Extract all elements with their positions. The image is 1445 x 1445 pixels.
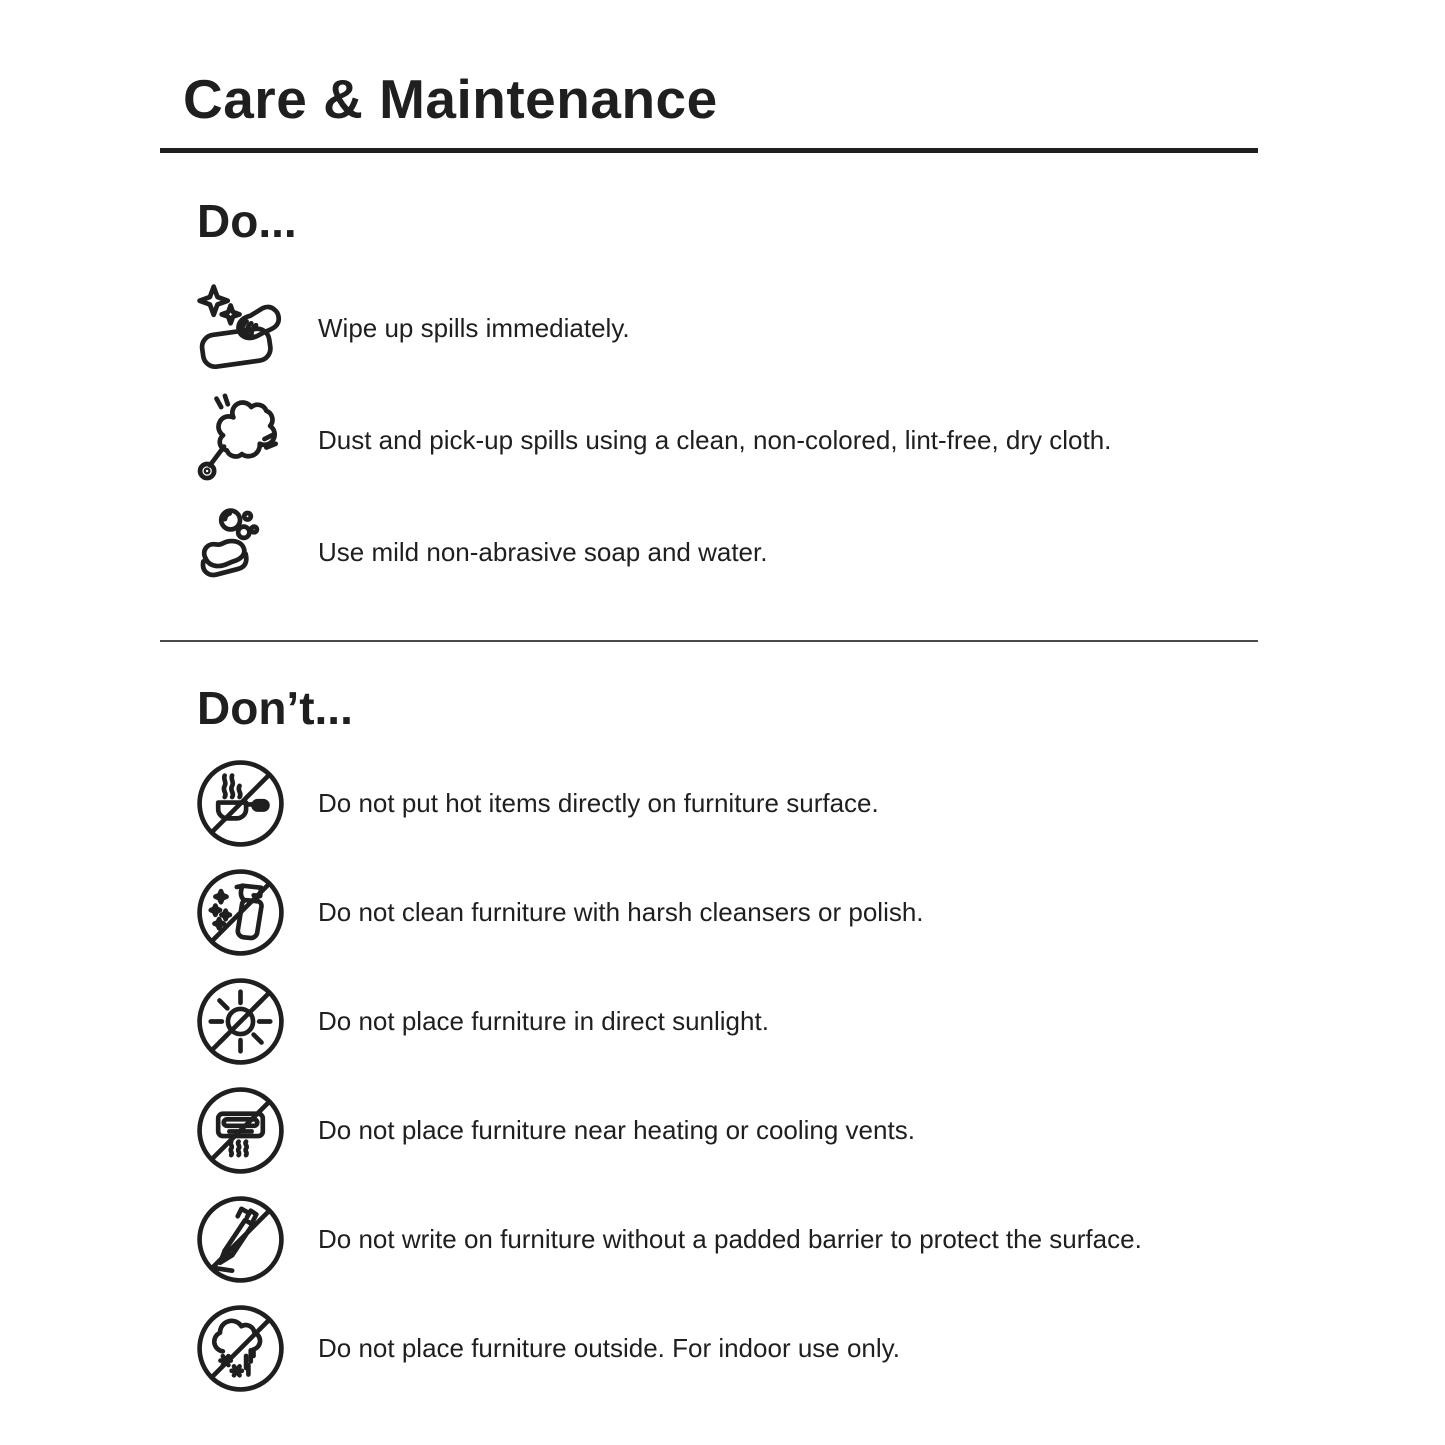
page-title: Care & Maintenance [183, 68, 718, 130]
no-writing-pen-icon [192, 1193, 288, 1286]
section-divider [160, 640, 1258, 642]
list-item [160, 749, 1258, 858]
title-divider [160, 148, 1258, 153]
list-item [160, 272, 1258, 384]
instruction-text: Use mild non-abrasive soap and water. [318, 536, 768, 567]
no-sunlight-icon [192, 975, 288, 1068]
instruction-text: Do not write on furniture without a padded barrier to protect the surface. [318, 1224, 1142, 1255]
wipe-sparkle-icon [192, 281, 288, 375]
no-spray-cleaner-icon [192, 866, 288, 959]
do-list [160, 272, 1258, 608]
feather-duster-icon [192, 393, 288, 487]
instruction-text: Do not clean furniture with harsh cleansers or polish. [318, 897, 924, 928]
dont-list [160, 749, 1258, 1403]
list-item [160, 496, 1258, 608]
list-item [160, 1294, 1258, 1403]
instruction-text: Do not place furniture in direct sunlight. [318, 1006, 769, 1037]
instruction-text: Do not place furniture near heating or cooling vents. [318, 1115, 915, 1146]
list-item [160, 858, 1258, 967]
do-section [160, 195, 1258, 608]
sponge-bubbles-icon [192, 505, 288, 599]
no-hot-pan-icon [192, 757, 288, 850]
list-item [160, 1076, 1258, 1185]
dont-section [160, 682, 1258, 1403]
instruction-text: Do not place furniture outside. For indoor use only. [318, 1333, 900, 1364]
no-heating-vent-icon [192, 1084, 288, 1177]
list-item [160, 967, 1258, 1076]
list-item [160, 1185, 1258, 1294]
list-item [160, 384, 1258, 496]
instruction-text: Do not put hot items directly on furniture surface. [318, 788, 879, 819]
instruction-text: Wipe up spills immediately. [318, 312, 630, 343]
do-heading: Do... [197, 195, 297, 247]
no-outdoor-weather-icon [192, 1302, 288, 1395]
instruction-text: Dust and pick-up spills using a clean, non-colored, lint-free, dry cloth. [318, 424, 1112, 455]
dont-heading: Don’t... [197, 681, 353, 734]
